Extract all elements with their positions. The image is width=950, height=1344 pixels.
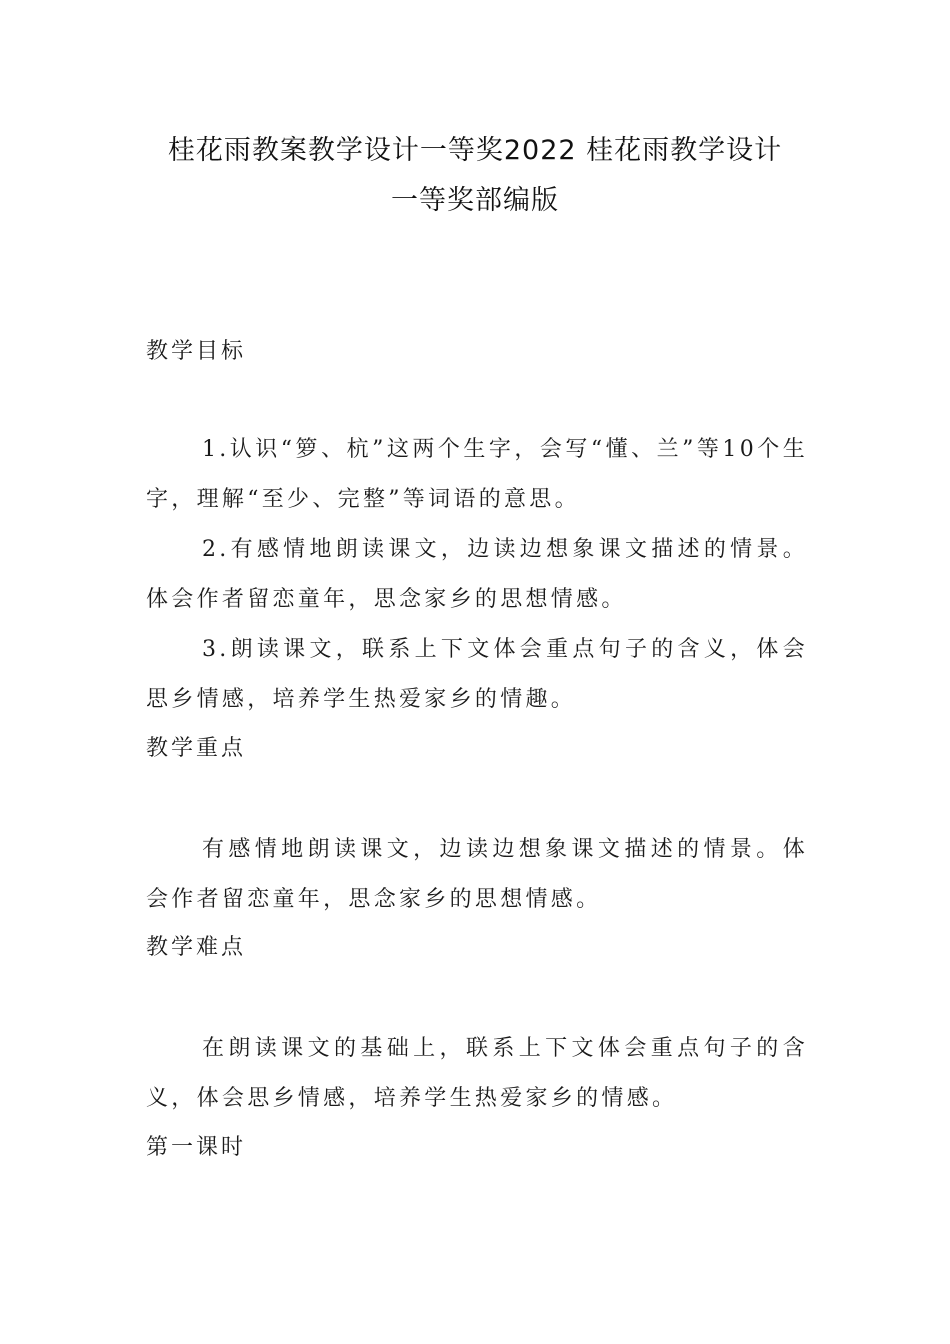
heading-key-points: 教学重点: [146, 736, 247, 761]
objective-item-2: 2.有感情地朗读课文，边读边想象课文描述的情景。体会作者留恋童年，思念家乡的思想情感。: [146, 537, 808, 612]
difficulties-text: 在朗读课文的基础上，联系上下文体会重点句子的含义，体会思乡情感，培养学生热爱家乡的情感。: [146, 1036, 808, 1111]
objective-item-1: 1.认识“箩、杭”这两个生字，会写“懂、兰”等10个生字，理解“至少、完整”等词语的意思。: [146, 437, 808, 512]
heading-difficulties: 教学难点: [146, 935, 247, 960]
heading-first-lesson: 第一课时: [146, 1135, 247, 1160]
heading-teaching-objectives: 教学目标: [146, 339, 247, 364]
document-title-line-1: 桂花雨教案教学设计一等奖2022 桂花雨教学设计: [167, 135, 783, 166]
objective-item-3: 3.朗读课文，联系上下文体会重点句子的含义，体会思乡情感，培养学生热爱家乡的情趣。: [146, 637, 808, 712]
key-points-text: 有感情地朗读课文，边读边想象课文描述的情景。体会作者留恋童年，思念家乡的思想情感。: [146, 837, 808, 912]
document-title-line-2: 一等奖部编版: [391, 185, 559, 216]
